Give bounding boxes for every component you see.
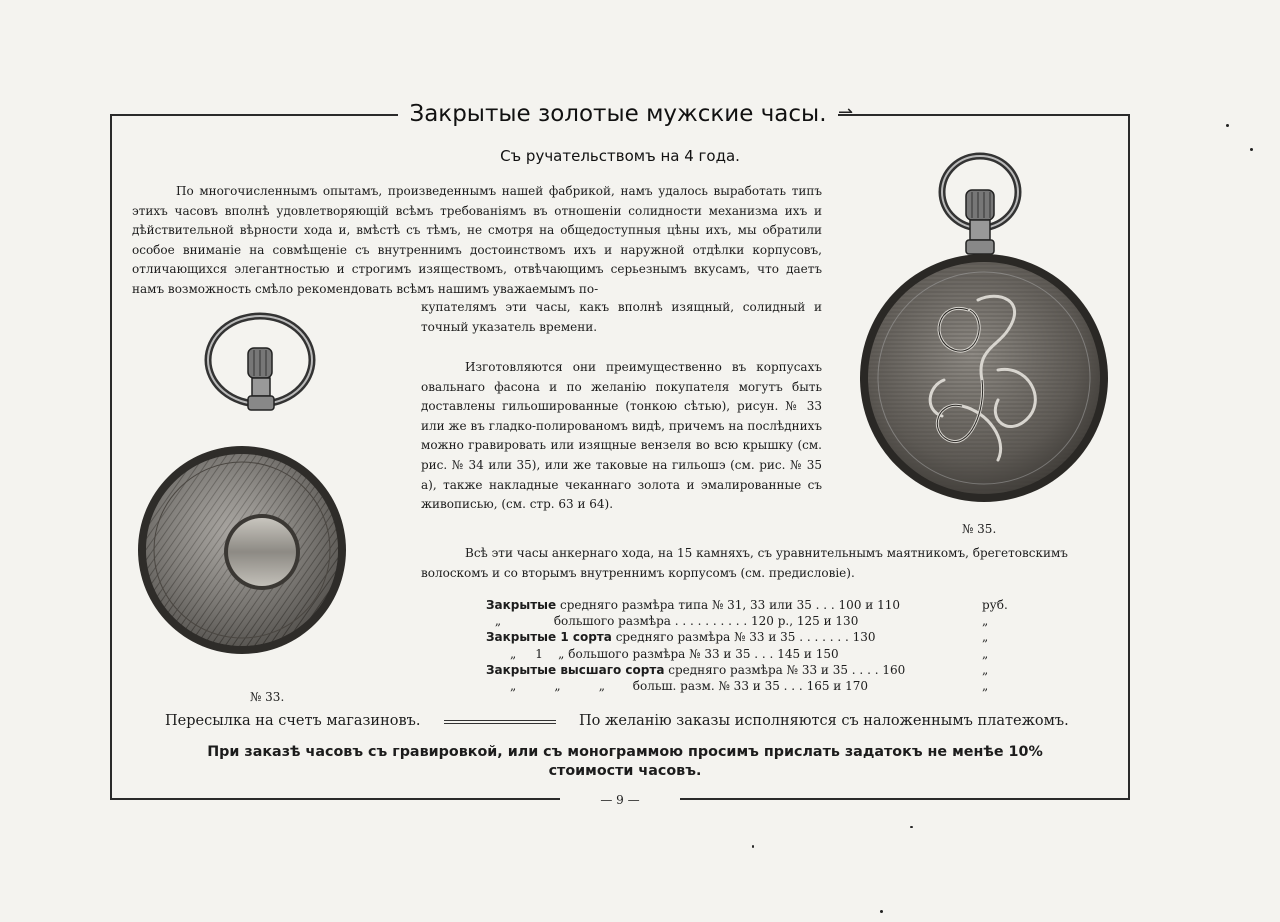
price-row-desc: больш. разм. № 33 и 35 . . . <box>632 678 803 693</box>
pocket-watch-33-illustration <box>136 312 348 692</box>
price-row-desc: средняго размѣра № 33 и 35 . . . . <box>668 662 879 677</box>
price-unit-ditto: „ <box>982 630 989 645</box>
price-row-label: Закрытые высшаго сорта <box>486 662 665 677</box>
page-title: Закрытые золотые мужские часы. <box>398 98 838 132</box>
ditto-mark: „ <box>494 614 502 629</box>
general-description: Всѣ эти часы анкернаго хода, на 15 камняхъ, съ уравнительнымъ маятникомъ, брегетовскимъ волоскомъ и со вторымъ внутреннимъ корпусомъ (см. предисловіе). <box>421 546 1068 580</box>
scan-speck <box>1250 148 1253 151</box>
scan-speck <box>880 910 883 913</box>
deposit-notice-line: При заказѣ часовъ съ гравировкой, или съ монограммою просимъ прислать задатокъ не менѣе 10% <box>207 744 1043 760</box>
price-row-desc: средняго размѣра типа № 31, 33 или 35 . . . <box>559 598 835 612</box>
cases-paragraph: Изготовляются они преимущественно въ корпусахъ овальнаго фасона и по желанію покупателя могутъ быть доставлены гильошированные (тонкою сѣтью), рисун. № 33 или же въ гладко-полированомъ видѣ, причемъ на послѣднихъ можно гравировать или изящные вензеля во всю крышку (см. рис. № 34 или 35), или же таковые на гильошэ (см. рис. № 35 а), также накладные чеканнаго золота и эмалированные съ живописью, (см. стр. 63 и 64). <box>421 360 822 512</box>
intro-paragraph: По многочисленнымъ опытамъ, произведеннымъ нашей фабрикой, намъ удалось выработать типъ этихъ часовъ вполнѣ удовлетворяющій всѣмъ требованіямъ въ отношеніи солидности механизма ихъ и дѣйствительной вѣрности хода и, вмѣстѣ съ тѣмъ, не смотря на общедоступныя цѣны ихъ, мы обратили особое вниманіе на совмѣщеніе съ внутреннимъ достоинствомъ ихъ и наружной отдѣлки корпусовъ, отличающихся элегантностью и строгимъ изяществомъ, отвѣчающимъ серьезнымъ вкусамъ, что даетъ намъ возможность смѣло рекомендовать всѣмъ нашимъ уважаемымъ по- <box>132 184 822 296</box>
price-row <box>486 662 1006 678</box>
price-row-desc: большого размѣра № 33 и 35 . . . <box>568 646 774 661</box>
scan-speck <box>1226 124 1229 127</box>
deposit-notice-line: стоимости часовъ. <box>548 763 702 779</box>
price-unit-ditto: „ <box>982 646 989 661</box>
title-arrow-ornament: ⇀ <box>838 102 854 123</box>
separator-rule <box>444 723 556 724</box>
price-row <box>486 597 1006 613</box>
shipping-note: Пересылка на счетъ магазиновъ. <box>165 713 421 729</box>
price-row <box>486 613 1006 629</box>
cash-on-delivery-note: По желанію заказы исполняются съ наложеннымъ платежомъ. <box>579 713 1069 729</box>
price-row-value: 125 и 130 <box>796 614 859 629</box>
price-row <box>486 629 1006 645</box>
price-row <box>486 678 1006 694</box>
price-list <box>486 597 1006 694</box>
scan-speck <box>910 826 913 828</box>
separator-rule <box>444 720 556 721</box>
ditto-mark: „ 1 „ <box>510 646 565 661</box>
price-unit-ditto: „ <box>982 662 989 677</box>
pocket-watch-35-illustration <box>858 150 1112 520</box>
price-unit-ditto: „ <box>982 678 989 693</box>
intro-continuation: купателямъ эти часы, какъ вполнѣ изящный, солидный и точный указатель времени. <box>421 300 822 334</box>
price-row-label: Закрытые 1 сорта <box>486 630 612 645</box>
ditto-mark: „ „ „ <box>510 678 605 693</box>
page-number: — 9 — <box>560 791 680 809</box>
price-row-desc: средняго размѣра № 33 и 35 . . . . . . . <box>615 630 849 645</box>
price-row-value: 165 и 170 <box>806 678 869 693</box>
price-unit: руб. <box>982 598 1008 612</box>
figure-caption-35: № 35. <box>962 522 997 536</box>
price-row-desc: большого размѣра . . . . . . . . . . 120 р., <box>553 614 794 629</box>
price-row-value: 100 и 110 <box>838 598 900 612</box>
price-unit-ditto: „ <box>982 614 989 629</box>
price-row-value: 160 <box>882 662 906 677</box>
figure-caption-33: № 33. <box>250 690 285 704</box>
price-row-label: Закрытые <box>486 598 557 612</box>
price-row-value: 130 <box>852 630 876 645</box>
deposit-notice <box>160 743 1090 781</box>
subtitle: Съ ручательствомъ на 4 года. <box>500 147 740 165</box>
price-row-value: 145 и 150 <box>777 646 839 661</box>
price-row <box>486 646 1006 662</box>
scan-speck <box>752 845 754 848</box>
